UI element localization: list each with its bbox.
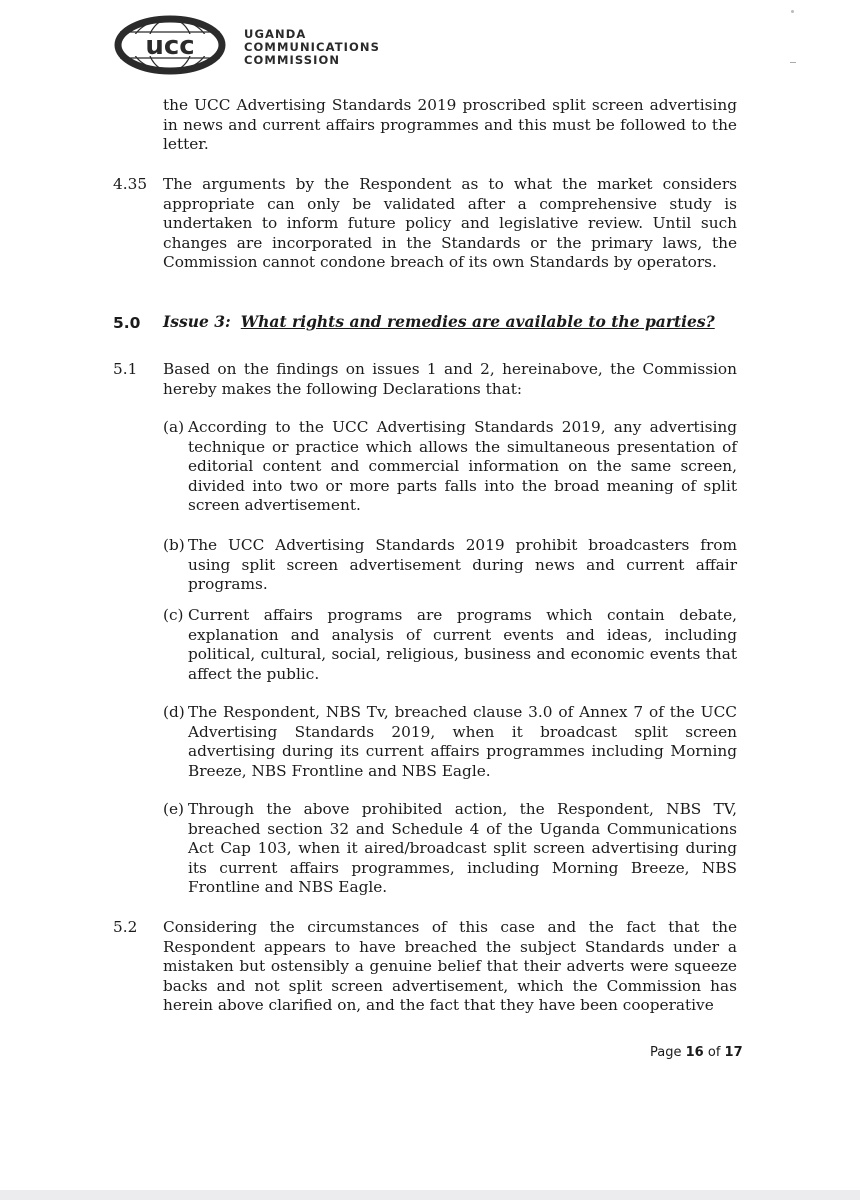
paragraph-4-35: The arguments by the Respondent as to what the market considers appropriate can only be validated after a comprehensive study is undertaken to inform future policy and legislative review. Until such changes are incorporated in the Standards or the primary laws, the Commission cannot condone breach of its own Standards by operators. — [163, 175, 737, 272]
paragraph-5-2: Considering the circumstances of this case and the fact that the Respondent appears to have breached the subject Standards under a mistaken but ostensibly a genuine belief that their adverts were squeeze backs and not split screen advertisement, which the Commission has herein above clarified on, and the fact that they have been cooperative — [163, 918, 737, 1015]
declaration-label: (a) — [163, 418, 185, 436]
org-name-line-2: COMMUNICATIONS — [244, 40, 380, 54]
declaration-label: (d) — [163, 703, 185, 721]
paragraph-number-4-35: 4.35 — [113, 175, 148, 193]
declaration-label: (e) — [163, 800, 184, 818]
declaration-text: According to the UCC Advertising Standards 2019, any advertising technique or practice which allows the simultaneous presentation of editorial content and commercial information on the same screen, divided into two or more parts falls into the broad meaning of split screen advertisement. — [188, 418, 737, 515]
declaration-a — [163, 418, 737, 516]
section-heading — [163, 312, 715, 331]
section-title: What rights and remedies are available to the parties? — [240, 312, 715, 331]
scan-speck — [790, 62, 796, 63]
section-number: 5.0 — [113, 314, 141, 332]
declaration-c — [163, 606, 737, 684]
declaration-e — [163, 800, 737, 898]
declaration-d — [163, 703, 737, 781]
scan-speck — [791, 10, 794, 13]
page-total: 17 — [724, 1045, 743, 1060]
page-word: Page — [650, 1045, 682, 1060]
continuation-paragraph: the UCC Advertising Standards 2019 proscribed split screen advertising in news and current affairs programmes and this must be followed to the letter. — [163, 96, 737, 154]
paragraph-number-5-1: 5.1 — [113, 360, 138, 378]
of-word: of — [707, 1045, 721, 1060]
declaration-label: (c) — [163, 606, 184, 624]
page-current: 16 — [685, 1045, 704, 1060]
declaration-text: Through the above prohibited action, the Respondent, NBS TV, breached section 32 and Schedule 4 of the Uganda Communications Act Cap 103, when it aired/broadcast split screen advertising during its current affairs programmes, including Morning Breeze, NBS Frontline and NBS Eagle. — [188, 800, 737, 897]
ucc-logo — [110, 14, 230, 76]
svg-text:ucc: ucc — [145, 31, 195, 61]
declaration-text: Current affairs programs are programs which contain debate, explanation and analysis of current events and ideas, including political, cultural, social, religious, business and economic events that affect the public. — [188, 606, 737, 683]
org-name-line-1: UGANDA — [244, 27, 307, 41]
declaration-b — [163, 536, 737, 595]
page-number — [650, 1045, 743, 1060]
org-name — [244, 28, 380, 67]
declaration-text: The UCC Advertising Standards 2019 prohibit broadcasters from using split screen advertisement during news and current affair programs. — [188, 536, 737, 594]
paragraph-5-1: Based on the findings on issues 1 and 2, hereinabove, the Commission hereby makes the following Declarations that: — [163, 360, 737, 398]
page-bottom-edge — [0, 1190, 860, 1200]
declaration-text: The Respondent, NBS Tv, breached clause 3.0 of Annex 7 of the UCC Advertising Standards 2019, when it broadcast split screen advertising during its current affairs programmes including Morning Breeze, NBS Frontline and NBS Eagle. — [188, 703, 737, 780]
declaration-label: (b) — [163, 536, 185, 554]
section-issue: Issue 3: — [163, 312, 231, 331]
paragraph-number-5-2: 5.2 — [113, 918, 138, 936]
org-name-line-3: COMMISSION — [244, 53, 341, 67]
